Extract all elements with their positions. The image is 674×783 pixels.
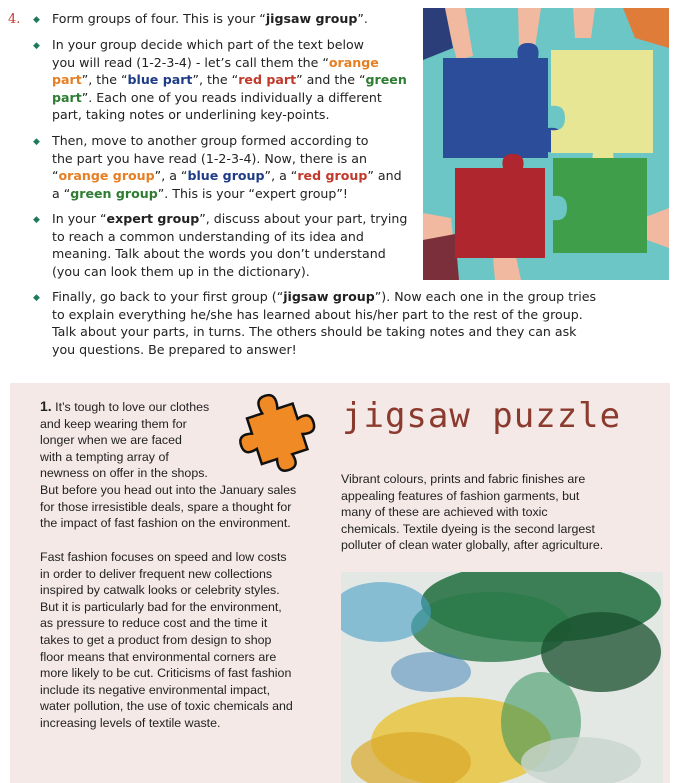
dye-in-water-photo — [341, 572, 663, 783]
article-intro: 1. It’s tough to love our clothes and keep wearing them for longer when we are faced with a tempting array of newness on offer in the shops. But before you head out into the January sales for those irresistible deals, spare a thought for the impact of fast fashion on the environment. — [40, 398, 297, 531]
puzzle-illustration — [423, 8, 669, 280]
instruction-5: Finally, go back to your first group (“jigsaw group”). Now each one in the group tries to explain everything he/she has learned about his/her part to the rest of the group. Talk about your parts, in turns. The others should be taking notes and they can ask you questions. Be prepared to answer! — [52, 289, 597, 357]
article-right-paragraph: Vibrant colours, prints and fabric finishes are appealing features of fashion garments, but many of these are achieved with toxic chemicals. Textile dyeing is the second largest polluter of clean water globally, after agriculture. — [341, 472, 604, 553]
article-number: 1. — [40, 398, 52, 414]
yellow-puzzle-piece — [551, 50, 653, 168]
green-puzzle-piece — [553, 158, 647, 253]
article-title: jigsaw puzzle — [342, 396, 622, 436]
instruction-4: In your “expert group”, discuss about your part, trying to reach a common understanding of its idea and meaning. Talk about the words you don’t understand (you can look them up in the dictionary). — [52, 211, 408, 279]
article-paragraph-2: Fast fashion focuses on speed and low costs in order to deliver frequent new collections inspired by catwalk looks or celebrity styles. But it is particularly bad for the environment, as pressure to reduce cost and the time it takes to get a product from design to shop floor means that environmental corners are more likely to be cut. Criticisms of fast fashion include its negative environmental impact, water pollution, the use of toxic chemicals and increasing levels of textile waste. — [40, 550, 293, 730]
instruction-3: Then, move to another group formed according to the part you have read (1-2-3-4). Now, there is an “orange group”, a “blue group”, a “red group” and a “green group”. This is your “expert group”! — [52, 133, 402, 201]
bullet-diamond-icon: ◆ — [33, 15, 40, 25]
bullet-diamond-icon: ◆ — [33, 137, 40, 147]
red-puzzle-piece — [455, 154, 545, 258]
blue-puzzle-piece — [443, 43, 563, 158]
instruction-1: Form groups of four. This is your “jigsaw group”. — [52, 11, 368, 26]
dye-illustration — [341, 572, 663, 783]
bullet-diamond-icon: ◆ — [33, 215, 40, 225]
bullet-diamond-icon: ◆ — [33, 293, 40, 303]
bullet-diamond-icon: ◆ — [33, 41, 40, 51]
task-number: 4. — [8, 12, 21, 27]
puzzle-hands-photo — [423, 8, 669, 280]
instruction-2: In your group decide which part of the text below you will read (1-2-3-4) - let’s call them the “orange part”, the “blue part”, the “red part” and the “green part”. Each one of you reads individually a different part, taking notes or underlining key-points. — [52, 37, 407, 122]
